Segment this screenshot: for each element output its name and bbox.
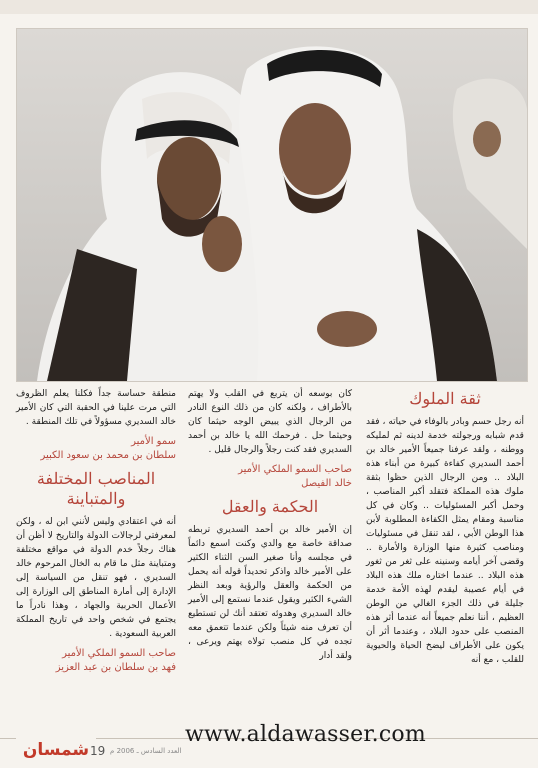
issue-label: العدد السادس ـ 2006 م [110, 747, 182, 755]
magazine-logo [16, 735, 96, 761]
website-watermark: www.aldawasser.com [185, 722, 426, 747]
paragraph: إن الأمير خالد بن أحمد السديري تربطه صداقة خاصة مع والدي وكنت اسمع دائماً في مجلسه وأنا صغير السن الثناء الكثير على الأمير خالد واذكر تحديداً قوله أنه يحمل من الحكمة والعقل والرؤية وبعد النظر الشيء الكثير ويقول عندما نستمع إلى الأمير خالد السديري وهدوئه تعتقد أنك لن تستطيع أن تعرف منه شيئاً ولكن عندما تتعمق معه تجده في كل منصب تولاه يهتم ويرعى ، ولقد أدار [188, 525, 352, 661]
photo [16, 28, 528, 382]
paragraph: أنه رجل حسم وبادر بالوفاء في حياته ، فقد قدم شبابه ورجولته خدمة لدينه ثم لمليكه ووطنه ، ولقد عرفنا جميعاً الأمير خالد بن أحمد السديري كفاءة كبيرة من أبناء هذه البلاد .. ومن الرجال الذين حظوا بثقة ملوك هذه المملكة فتقلد أكبر المناصب ، وحمل أكبر المسئوليات .. وكان في كل مناسبة ومقام يمثل الكفاءة المطلوبة لأبن هذا الوطن الأبي ، لقد تنقل في مسئوليات ومناصب كثيرة منها الوزارة والأمارة .. وقضى آخر أيامه وسنينه على ثغر من ثغور هذه البلاد .. عندما اختاره ملك هذه البلاد في أيام عصيبة ليقدم لهذه الأمة خدمة جليلة في ذلك الجزء الغالي من الوطن العظيم ، أننا نعلم جميعاً أنه عندما أثر هذه المنصب على حدود البلاد ، وعندما أثر أن يكون على الأطراف ليضخ الحياة والحيوية للقلب ، مع أنه [366, 417, 524, 665]
page-number: 19 [90, 744, 106, 758]
author-title: سمو الأمير [131, 436, 176, 447]
paragraph: كان بوسعه أن يتربع في القلب ولا يهتم بالأطراف ، ولكنه كان من ذلك النوع النادر من الرجال الذي يبيض الوجه حيثما كان وحيثما حل . فرحمك الله يا خالد بن أحمد السديري فقد كنت رجلاً والرجال قليل . [188, 389, 352, 455]
article-column-left [16, 387, 176, 681]
paragraph: أنه في اعتقادي وليس لأنني ابن له ، ولكن لمعرفتي لرجالات الدولة والتاريخ لا أظن أن هناك رجلاً خدم الدولة في مواقع مختلفة ومتباينة مثل ما قام به الخال المرحوم خالد السديري ، فهو تنقل من السياسة إلى الإدارة إلى أمارة المناطق إلى الوزارة إلى الأعمال الحربية والجهاد ، وهذا نادراً ما يجتمع في شخص واحد في تاريخ المملكة العربية السعودية . [16, 517, 176, 639]
article-column-middle [188, 387, 352, 669]
paragraph: منطقة حساسة جداً فكلنا يعلم الظروف التي مرت علينا في الحقبة التي كان الأمير خالد السديري مسؤولاً في تلك المنطقة . [16, 389, 176, 427]
top-margin [0, 0, 538, 14]
section-heading-wisdom: الحكمة والعقل [221, 497, 319, 516]
author-name: خالد الفيصل [301, 478, 352, 489]
author-title: صاحب السمو الملكي الأمير [62, 648, 176, 659]
section-heading-trust: ثقة الملوك [409, 389, 481, 408]
logo-text: شمسان [22, 740, 90, 760]
author-name: فهد بن سلطان بن عبد العزيز [55, 662, 176, 673]
section-heading-positions: المناصب المختلفة والمتباينة [36, 469, 156, 508]
photo-illustration [17, 29, 527, 381]
author-title: صاحب السمو الملكي الأمير [238, 464, 352, 475]
author-name: سلطان بن محمد بن سعود الكبير [40, 450, 176, 461]
article-column-right [366, 387, 524, 673]
